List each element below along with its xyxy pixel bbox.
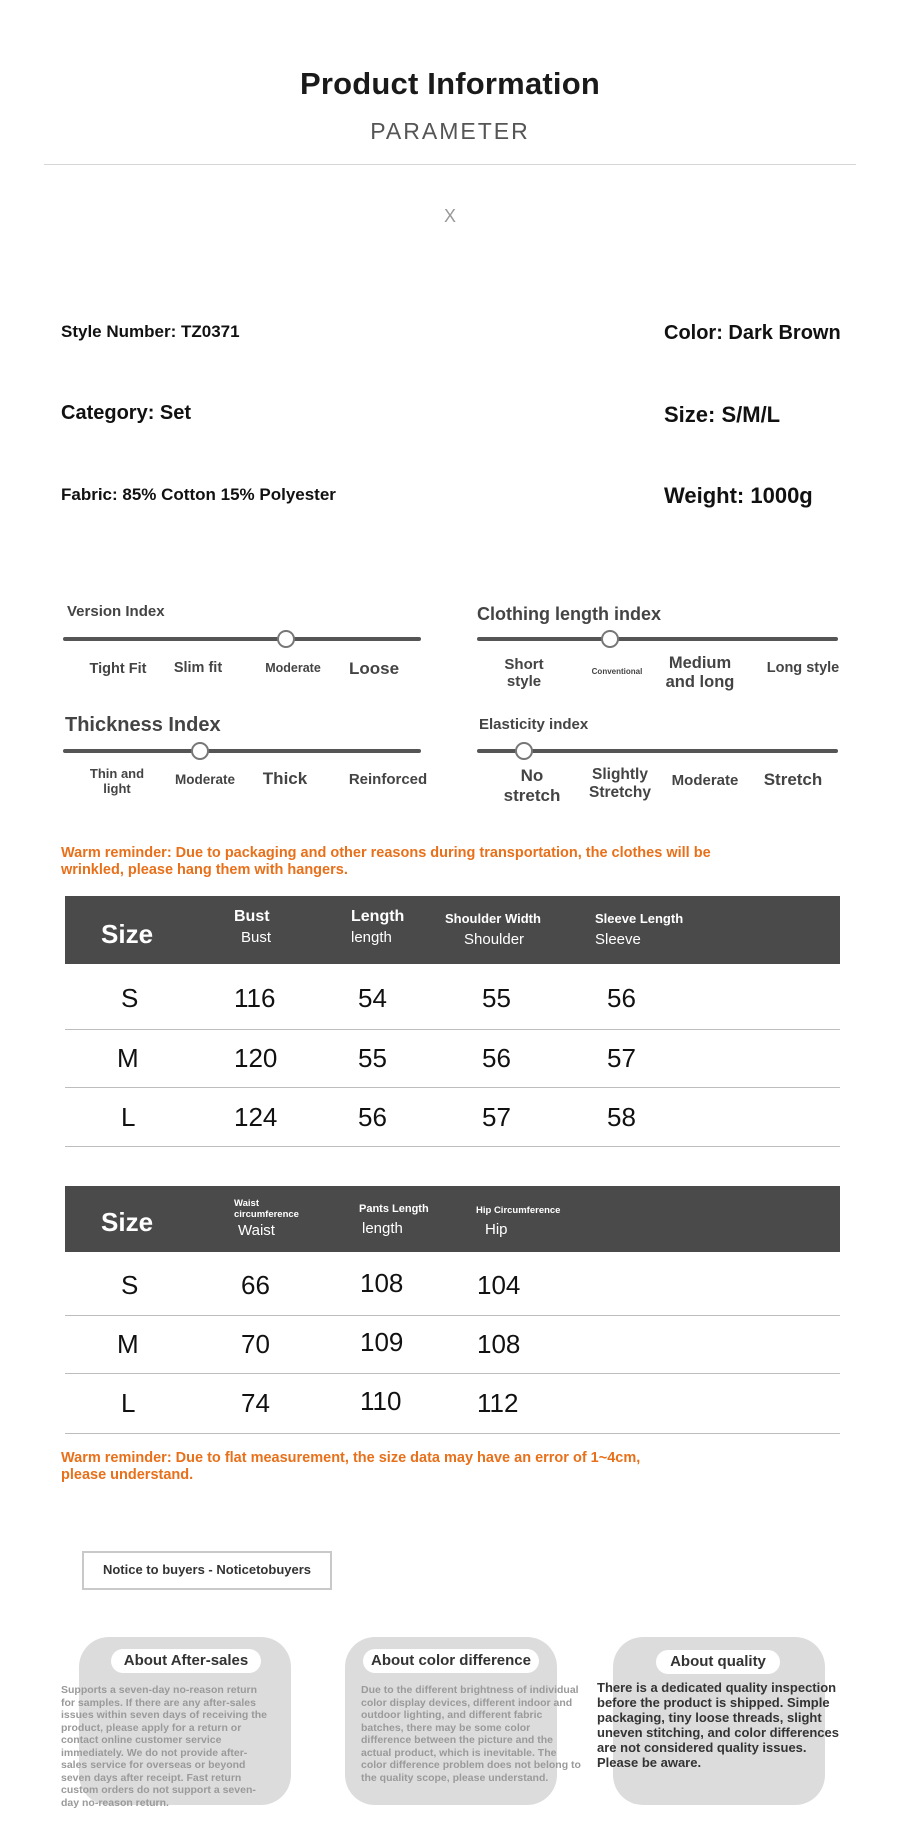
top-table-col-bust: Bust Bust bbox=[234, 908, 272, 946]
table-row-divider bbox=[65, 1373, 840, 1374]
top-row-s-shoulder: 55 bbox=[482, 983, 511, 1013]
color-difference-card-title: About color difference bbox=[363, 1649, 539, 1673]
length-index-title: Clothing length index bbox=[477, 604, 661, 624]
table-row-divider bbox=[65, 1029, 840, 1030]
length-label-conventional: Conventional bbox=[591, 667, 643, 676]
image-placeholder-mark: X bbox=[443, 206, 456, 226]
bottom-row-m-waist: 70 bbox=[241, 1329, 270, 1359]
spec-category: Category: Set bbox=[61, 402, 192, 424]
top-row-m-bust: 120 bbox=[234, 1043, 278, 1073]
thickness-label-reinforced: Reinforced bbox=[348, 771, 428, 788]
elasticity-label-stretch: Stretch bbox=[763, 770, 823, 789]
bottom-table-header bbox=[65, 1186, 840, 1252]
page-title: Product Information bbox=[299, 66, 600, 101]
quality-card-text: There is a dedicated quality inspection before the product is shipped. Simple packaging, tiny loose threads, slight uneven stitching, and color differences are not considered quality issues. Please be aware. bbox=[597, 1680, 839, 1770]
length-label-long: Long style bbox=[766, 660, 840, 676]
table-row-divider bbox=[65, 1315, 840, 1316]
top-row-l-size: L bbox=[121, 1102, 136, 1132]
bottom-row-l-pants-length: 110 bbox=[360, 1386, 402, 1416]
top-row-s-size: S bbox=[121, 983, 139, 1013]
quality-card-title: About quality bbox=[656, 1650, 780, 1674]
top-row-s-length: 54 bbox=[358, 983, 387, 1013]
length-index-scale bbox=[477, 637, 838, 641]
version-label-tight-fit: Tight Fit bbox=[89, 661, 147, 677]
top-row-m-sleeve: 57 bbox=[607, 1043, 636, 1073]
length-label-medium-long: Medium and long bbox=[665, 654, 735, 691]
color-difference-card-text: Due to the different brightness of individual color display devices, different indoor and outdoor lighting, and different fabric batches, there may be some color difference between the picture and the actual product, which is inevitable. The color difference problem does not belong to the quality scope, please understand. bbox=[361, 1684, 581, 1784]
spec-color: Color: Dark Brown bbox=[664, 322, 841, 344]
top-table-col-shoulder: Shoulder Width Shoulder bbox=[445, 911, 541, 948]
top-table-size-header: Size bbox=[101, 919, 154, 949]
version-label-slim-fit: Slim fit bbox=[173, 660, 223, 676]
version-label-moderate: Moderate bbox=[265, 661, 321, 675]
spec-fabric: Fabric: 85% Cotton 15% Polyester bbox=[61, 485, 336, 504]
thickness-label-moderate: Moderate bbox=[174, 772, 235, 787]
length-label-short: Short style bbox=[504, 656, 544, 691]
version-label-loose: Loose bbox=[348, 659, 400, 678]
top-row-m-length: 55 bbox=[358, 1043, 387, 1073]
version-index-scale bbox=[63, 637, 421, 641]
bottom-row-s-waist: 66 bbox=[241, 1270, 270, 1300]
top-row-s-sleeve: 56 bbox=[607, 983, 636, 1013]
bottom-row-m-pants-length: 109 bbox=[360, 1327, 404, 1357]
bottom-row-l-size: L bbox=[121, 1388, 136, 1418]
elasticity-label-slightly: Slightly Stretchy bbox=[588, 766, 652, 801]
elasticity-label-no-stretch: No stretch bbox=[503, 766, 561, 805]
thickness-label-thick: Thick bbox=[262, 769, 308, 788]
elasticity-index-title: Elasticity index bbox=[479, 716, 589, 733]
bottom-table-size-header: Size bbox=[101, 1207, 154, 1237]
bottom-row-s-size: S bbox=[121, 1270, 139, 1300]
header-divider bbox=[44, 164, 856, 165]
table-row-divider bbox=[65, 1146, 840, 1147]
page-subtitle: PARAMETER bbox=[370, 118, 530, 144]
thickness-label-thin: Thin and light bbox=[89, 766, 145, 796]
version-index-title: Version Index bbox=[67, 603, 165, 620]
after-sales-card-text: Supports a seven-day no-reason return for samples. If there are any after-sales issues within seven days of receiving the product, please apply for a return or contact online customer service immediately. We do not provide after-sales service for overseas or beyond seven days after receipt. Fast return custom orders do not support a seven-day no-reason return. bbox=[61, 1684, 267, 1809]
notice-to-buyers-label: Notice to buyers - Noticetobuyers bbox=[82, 1551, 332, 1590]
spec-size: Size: S/M/L bbox=[664, 402, 781, 427]
thickness-index-scale bbox=[63, 749, 421, 753]
top-row-m-size: M bbox=[117, 1043, 139, 1073]
version-index-marker bbox=[277, 630, 295, 648]
bottom-table-col-pants-length: Pants Length length bbox=[359, 1203, 429, 1237]
length-index-marker bbox=[601, 630, 619, 648]
top-row-s-bust: 116 bbox=[234, 983, 276, 1013]
top-row-l-bust: 124 bbox=[234, 1102, 278, 1132]
bottom-table-col-waist: Waist circumference Waist bbox=[234, 1198, 299, 1239]
thickness-index-marker bbox=[191, 742, 209, 760]
top-row-l-shoulder: 57 bbox=[482, 1102, 511, 1132]
bottom-row-s-hip: 104 bbox=[477, 1270, 521, 1300]
elasticity-label-moderate: Moderate bbox=[671, 772, 739, 789]
bottom-row-m-size: M bbox=[117, 1329, 139, 1359]
after-sales-card-title: About After-sales bbox=[111, 1649, 261, 1673]
bottom-row-l-waist: 74 bbox=[241, 1388, 270, 1418]
top-table-col-sleeve: Sleeve Length Sleeve bbox=[595, 911, 684, 948]
spec-style-number: Style Number: TZ0371 bbox=[61, 322, 240, 341]
thickness-index-title: Thickness Index bbox=[65, 714, 221, 736]
table-row-divider bbox=[65, 1087, 840, 1088]
spec-weight: Weight: 1000g bbox=[664, 483, 813, 508]
top-table-col-length: Length length bbox=[351, 908, 405, 946]
top-row-m-shoulder: 56 bbox=[482, 1043, 511, 1073]
bottom-row-l-hip: 112 bbox=[477, 1388, 519, 1418]
elasticity-index-marker bbox=[515, 742, 533, 760]
bottom-row-m-hip: 108 bbox=[477, 1329, 521, 1359]
table-row-divider bbox=[65, 1433, 840, 1434]
bottom-row-s-pants-length: 108 bbox=[360, 1268, 404, 1298]
top-row-l-sleeve: 58 bbox=[607, 1102, 636, 1132]
packaging-warning: Warm reminder: Due to packaging and other reasons during transportation, the clothes will be wrinkled, please hang them with hangers. bbox=[61, 845, 711, 878]
bottom-table-col-hip: Hip Circumference Hip bbox=[476, 1205, 561, 1238]
top-row-l-length: 56 bbox=[358, 1102, 387, 1132]
measurement-warning: Warm reminder: Due to flat measurement, the size data may have an error of 1~4cm, please understand. bbox=[61, 1450, 641, 1483]
